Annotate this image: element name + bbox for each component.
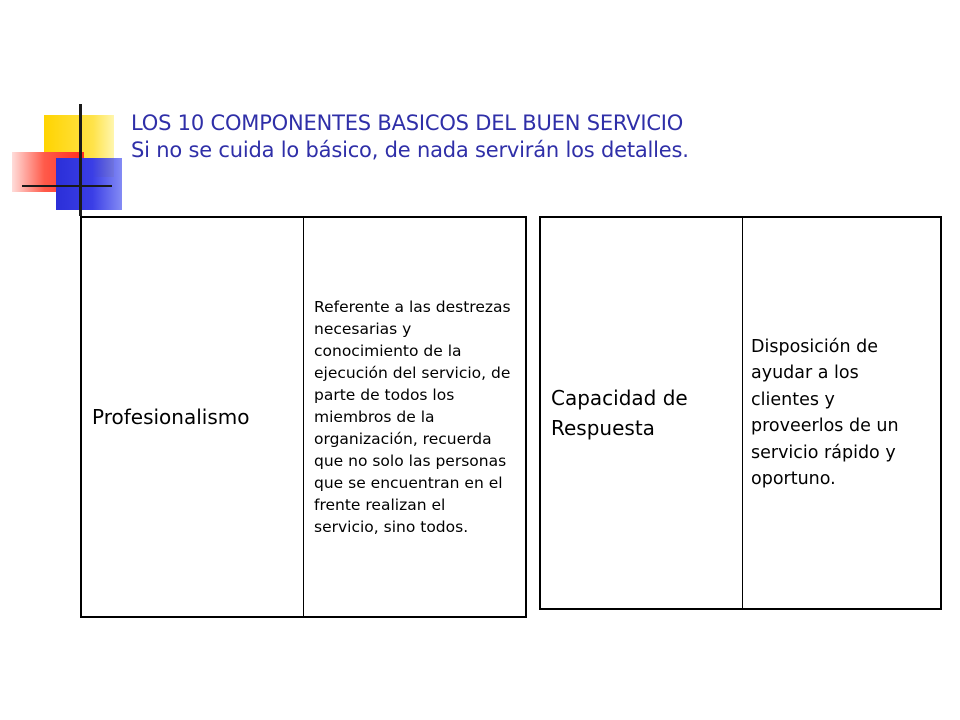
component-label-cell — [82, 218, 304, 616]
decorative-vertical-line — [79, 104, 82, 216]
component-table-profesionalismo — [80, 216, 527, 618]
component-label: Profesionalismo — [92, 405, 250, 429]
decorative-horizontal-line — [22, 185, 112, 187]
decorative-blue-square — [56, 158, 122, 210]
component-table-capacidad-de-respuesta — [539, 216, 942, 610]
title-line-1: LOS 10 COMPONENTES BASICOS DEL BUEN SERVICIO — [131, 111, 684, 135]
component-description: Referente a las destrezas necesarias y conocimiento de la ejecución del servicio, de parte de todos los miembros de la organización, recuerda que no solo las personas que se encuentran en el frente realizan el servicio, sino todos. — [314, 298, 511, 536]
component-label-cell — [541, 218, 743, 608]
component-description-cell — [304, 218, 525, 616]
component-label: Capacidad de Respuesta — [551, 386, 688, 440]
slide-title — [131, 110, 931, 164]
component-description: Disposición de ayudar a los clientes y proveerlos de un servicio rápido y oportuno. — [751, 336, 899, 489]
title-line-2: Si no se cuida lo básico, de nada servirán los detalles. — [131, 138, 689, 162]
component-description-cell — [743, 218, 940, 608]
